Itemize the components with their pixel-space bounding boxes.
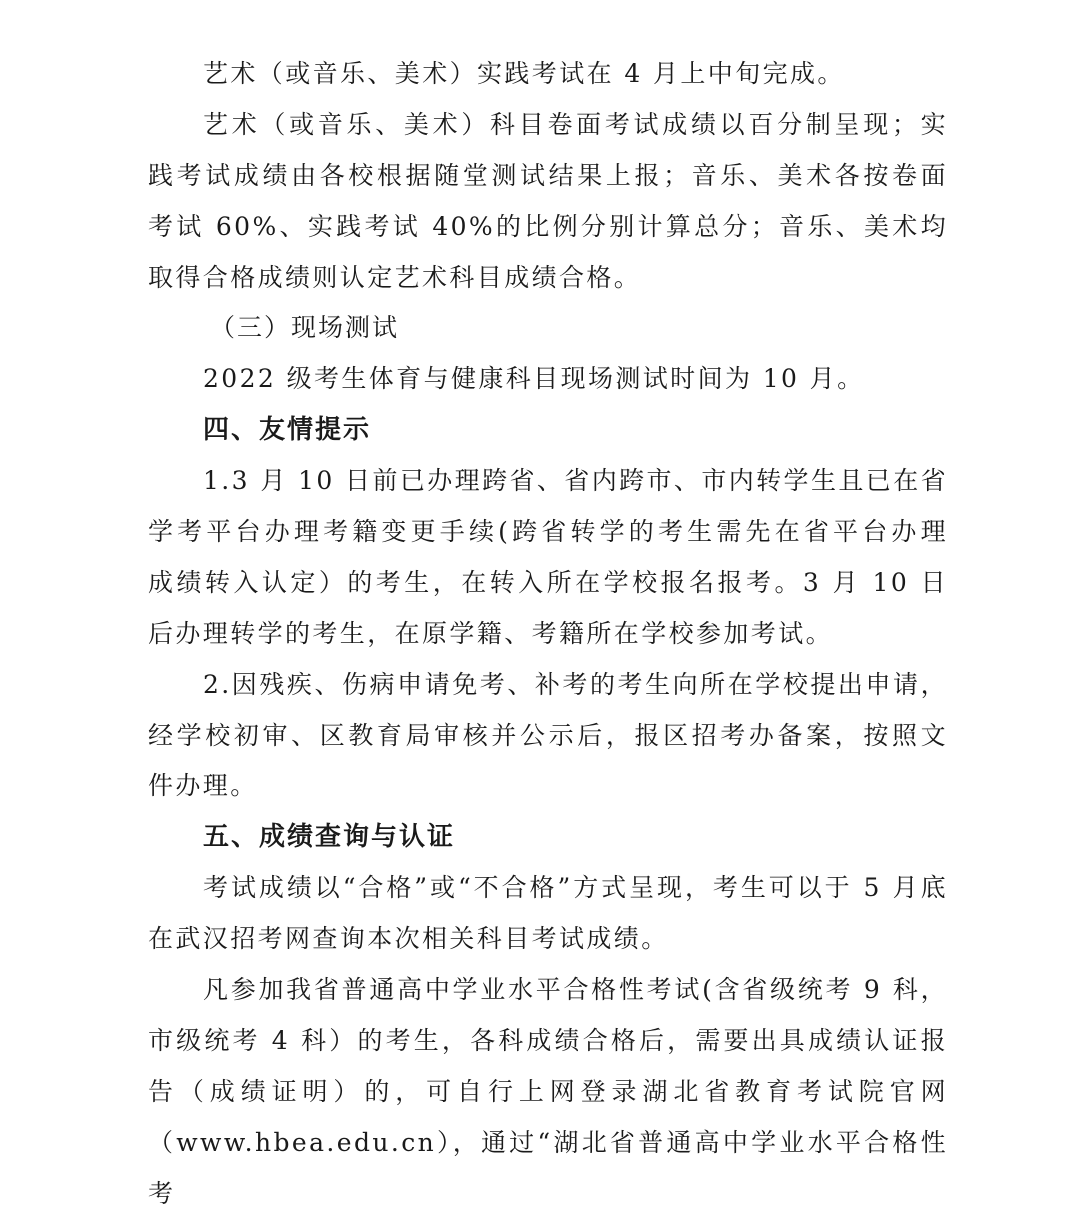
paragraph-line: 艺术（或音乐、美术）科目卷面考试成绩以百分制呈现；实: [203, 109, 948, 139]
paragraph-line: 在武汉招考网查询本次相关科目考试成绩。: [148, 924, 669, 954]
paragraph-line: 2.因残疾、伤病申请免考、补考的考生向所在学校提出申请，: [203, 669, 948, 699]
paragraph-line: 告（成绩证明）的，可自行上网登录湖北省教育考试院官网: [148, 1076, 948, 1106]
paragraph-line: 学考平台办理考籍变更手续(跨省转学的考生需先在省平台办理: [148, 517, 948, 547]
section-heading: 五、成绩查询与认证: [203, 822, 456, 853]
paragraph-line: 践考试成绩由各校根据随堂测试结果上报；音乐、美术各按卷面: [148, 160, 948, 190]
paragraph-line: 经学校初审、区教育局审核并公示后，报区招考办备案，按照文: [148, 720, 948, 750]
paragraph-line: 取得合格成绩则认定艺术科目成绩合格。: [148, 262, 642, 292]
paragraph-line: 件办理。: [148, 771, 258, 801]
paragraph-line: 艺术（或音乐、美术）实践考试在 4 月上中旬完成。: [203, 59, 845, 88]
paragraph-line: （www.hbea.edu.cn），通过“湖北省普通高中学业水平合格性考: [148, 1127, 948, 1208]
paragraph-line: 1.3 月 10 日前已办理跨省、省内跨市、市内转学生且已在省: [203, 466, 948, 496]
document-page: [148, 49, 948, 1208]
paragraph-line: 市级统考 4 科）的考生，各科成绩合格后，需要出具成绩认证报: [148, 1025, 948, 1055]
paragraph-line: 后办理转学的考生，在原学籍、考籍所在学校参加考试。: [148, 618, 834, 648]
section-heading: 四、友情提示: [203, 415, 372, 446]
paragraph-line: 成绩转入认定）的考生，在转入所在学校报名报考。3 月 10 日: [148, 567, 948, 597]
section-subheading: （三）现场测试: [210, 313, 400, 343]
paragraph-line: 考试 60%、实践考试 40%的比例分别计算总分；音乐、美术均: [148, 211, 948, 241]
paragraph-line: 2022 级考生体育与健康科目现场测试时间为 10 月。: [203, 364, 865, 394]
paragraph-line: 考试成绩以“合格”或“不合格”方式呈现，考生可以于 5 月底: [203, 873, 948, 903]
paragraph-line: 凡参加我省普通高中学业水平合格性考试(含省级统考 9 科，: [203, 975, 948, 1005]
